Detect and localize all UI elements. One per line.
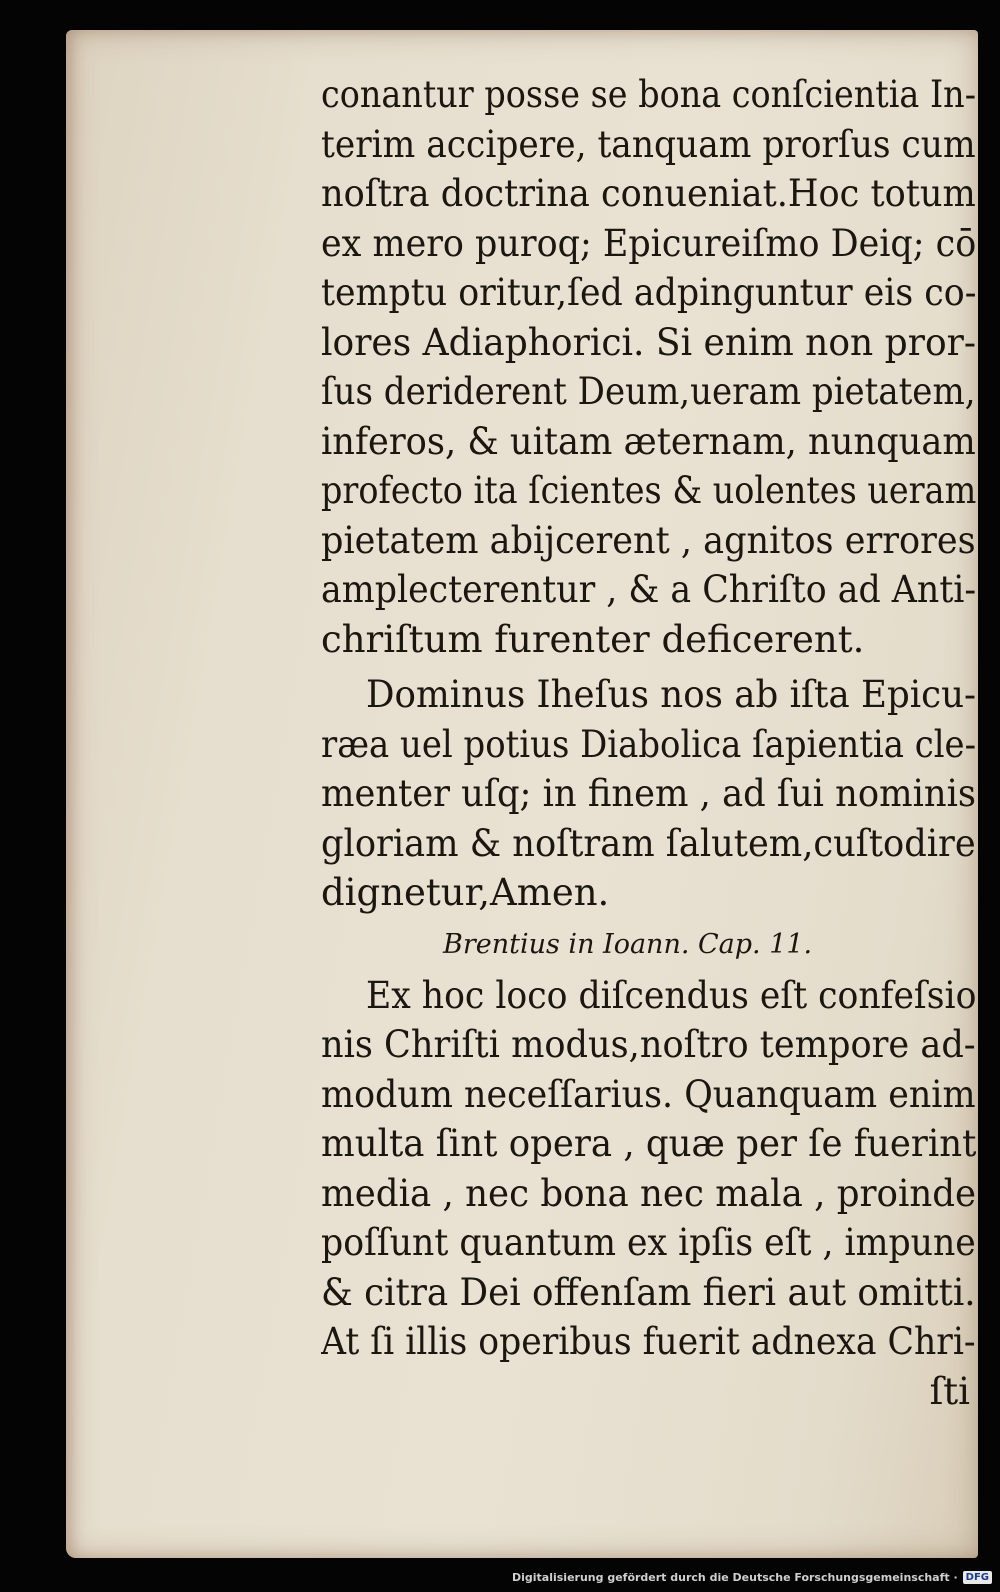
section-heading: Brentius in Ioann. Cap. 11. xyxy=(443,928,813,960)
text-line: pietatem abijcerent , agnitos errores xyxy=(321,518,976,562)
catchword: ſti xyxy=(929,1369,970,1413)
text-line: gloriam & noſtram ſalutem,cuſtodire xyxy=(321,821,976,865)
text-line: multa ſint opera , quæ per ſe fuerint xyxy=(321,1122,976,1165)
text-line: profecto ita ſcientes & uolentes ueram xyxy=(321,469,976,512)
text-line: noſtra doctrina conueniat.Hoc totum xyxy=(321,172,976,215)
digitization-footer xyxy=(0,1562,1000,1592)
text-line: modum neceſſarius. Quanquam enim xyxy=(321,1072,976,1116)
text-line: ſus deriderent Deum,ueram pietatem, xyxy=(321,370,976,413)
text-line: Ex hoc loco diſcendus eſt confeſsio xyxy=(366,973,976,1017)
text-line: media , nec bona nec mala , proinde xyxy=(321,1171,976,1215)
text-line: inferos, & uitam æternam, nunquam xyxy=(321,419,976,463)
footer-credit: Digitalisierung gefördert durch die Deutsche Forschungsgemeinschaft · xyxy=(511,1570,958,1584)
text-line: ræa uel potius Diabolica ſapientia cle- xyxy=(321,722,976,766)
text-line: menter uſq; in finem , ad ſui nominis xyxy=(321,772,976,815)
page-text xyxy=(321,70,976,1416)
text-line: & citra Dei offenſam fieri aut omitti. xyxy=(321,1270,976,1314)
text-line: Dominus Iheſus nos ab iſta Epicu- xyxy=(366,673,976,716)
paragraph-3 xyxy=(321,971,976,1367)
dfg-logo: DFG xyxy=(963,1571,992,1584)
text-line: lores Adiaphorici. Si enim non pror- xyxy=(321,320,976,364)
paragraph-2 xyxy=(321,670,976,918)
text-line: terim accipere, tanquam prorſus cum xyxy=(321,122,976,166)
text-line: amplecterentur , & a Chriſto ad Anti- xyxy=(321,568,976,611)
paragraph-1 xyxy=(321,70,976,664)
book-page xyxy=(66,30,978,1558)
text-line: chriſtum furenter deficerent. xyxy=(321,617,865,661)
text-line: temptu oritur,ſed adpinguntur eis co- xyxy=(321,271,976,314)
text-line: ex mero puroq; Epicureiſmo Deiq; cō xyxy=(321,221,976,265)
text-line: At ſi illis operibus fuerit adnexa Chri- xyxy=(321,1320,976,1363)
text-line: dignetur,Amen. xyxy=(321,871,610,914)
text-line: nis Chriſti modus,noſtro tempore ad- xyxy=(321,1023,976,1066)
text-line: conantur posse se bona conſcientia In- xyxy=(321,73,976,116)
text-line: poſſunt quantum ex ipſis eſt , impune xyxy=(321,1221,976,1264)
